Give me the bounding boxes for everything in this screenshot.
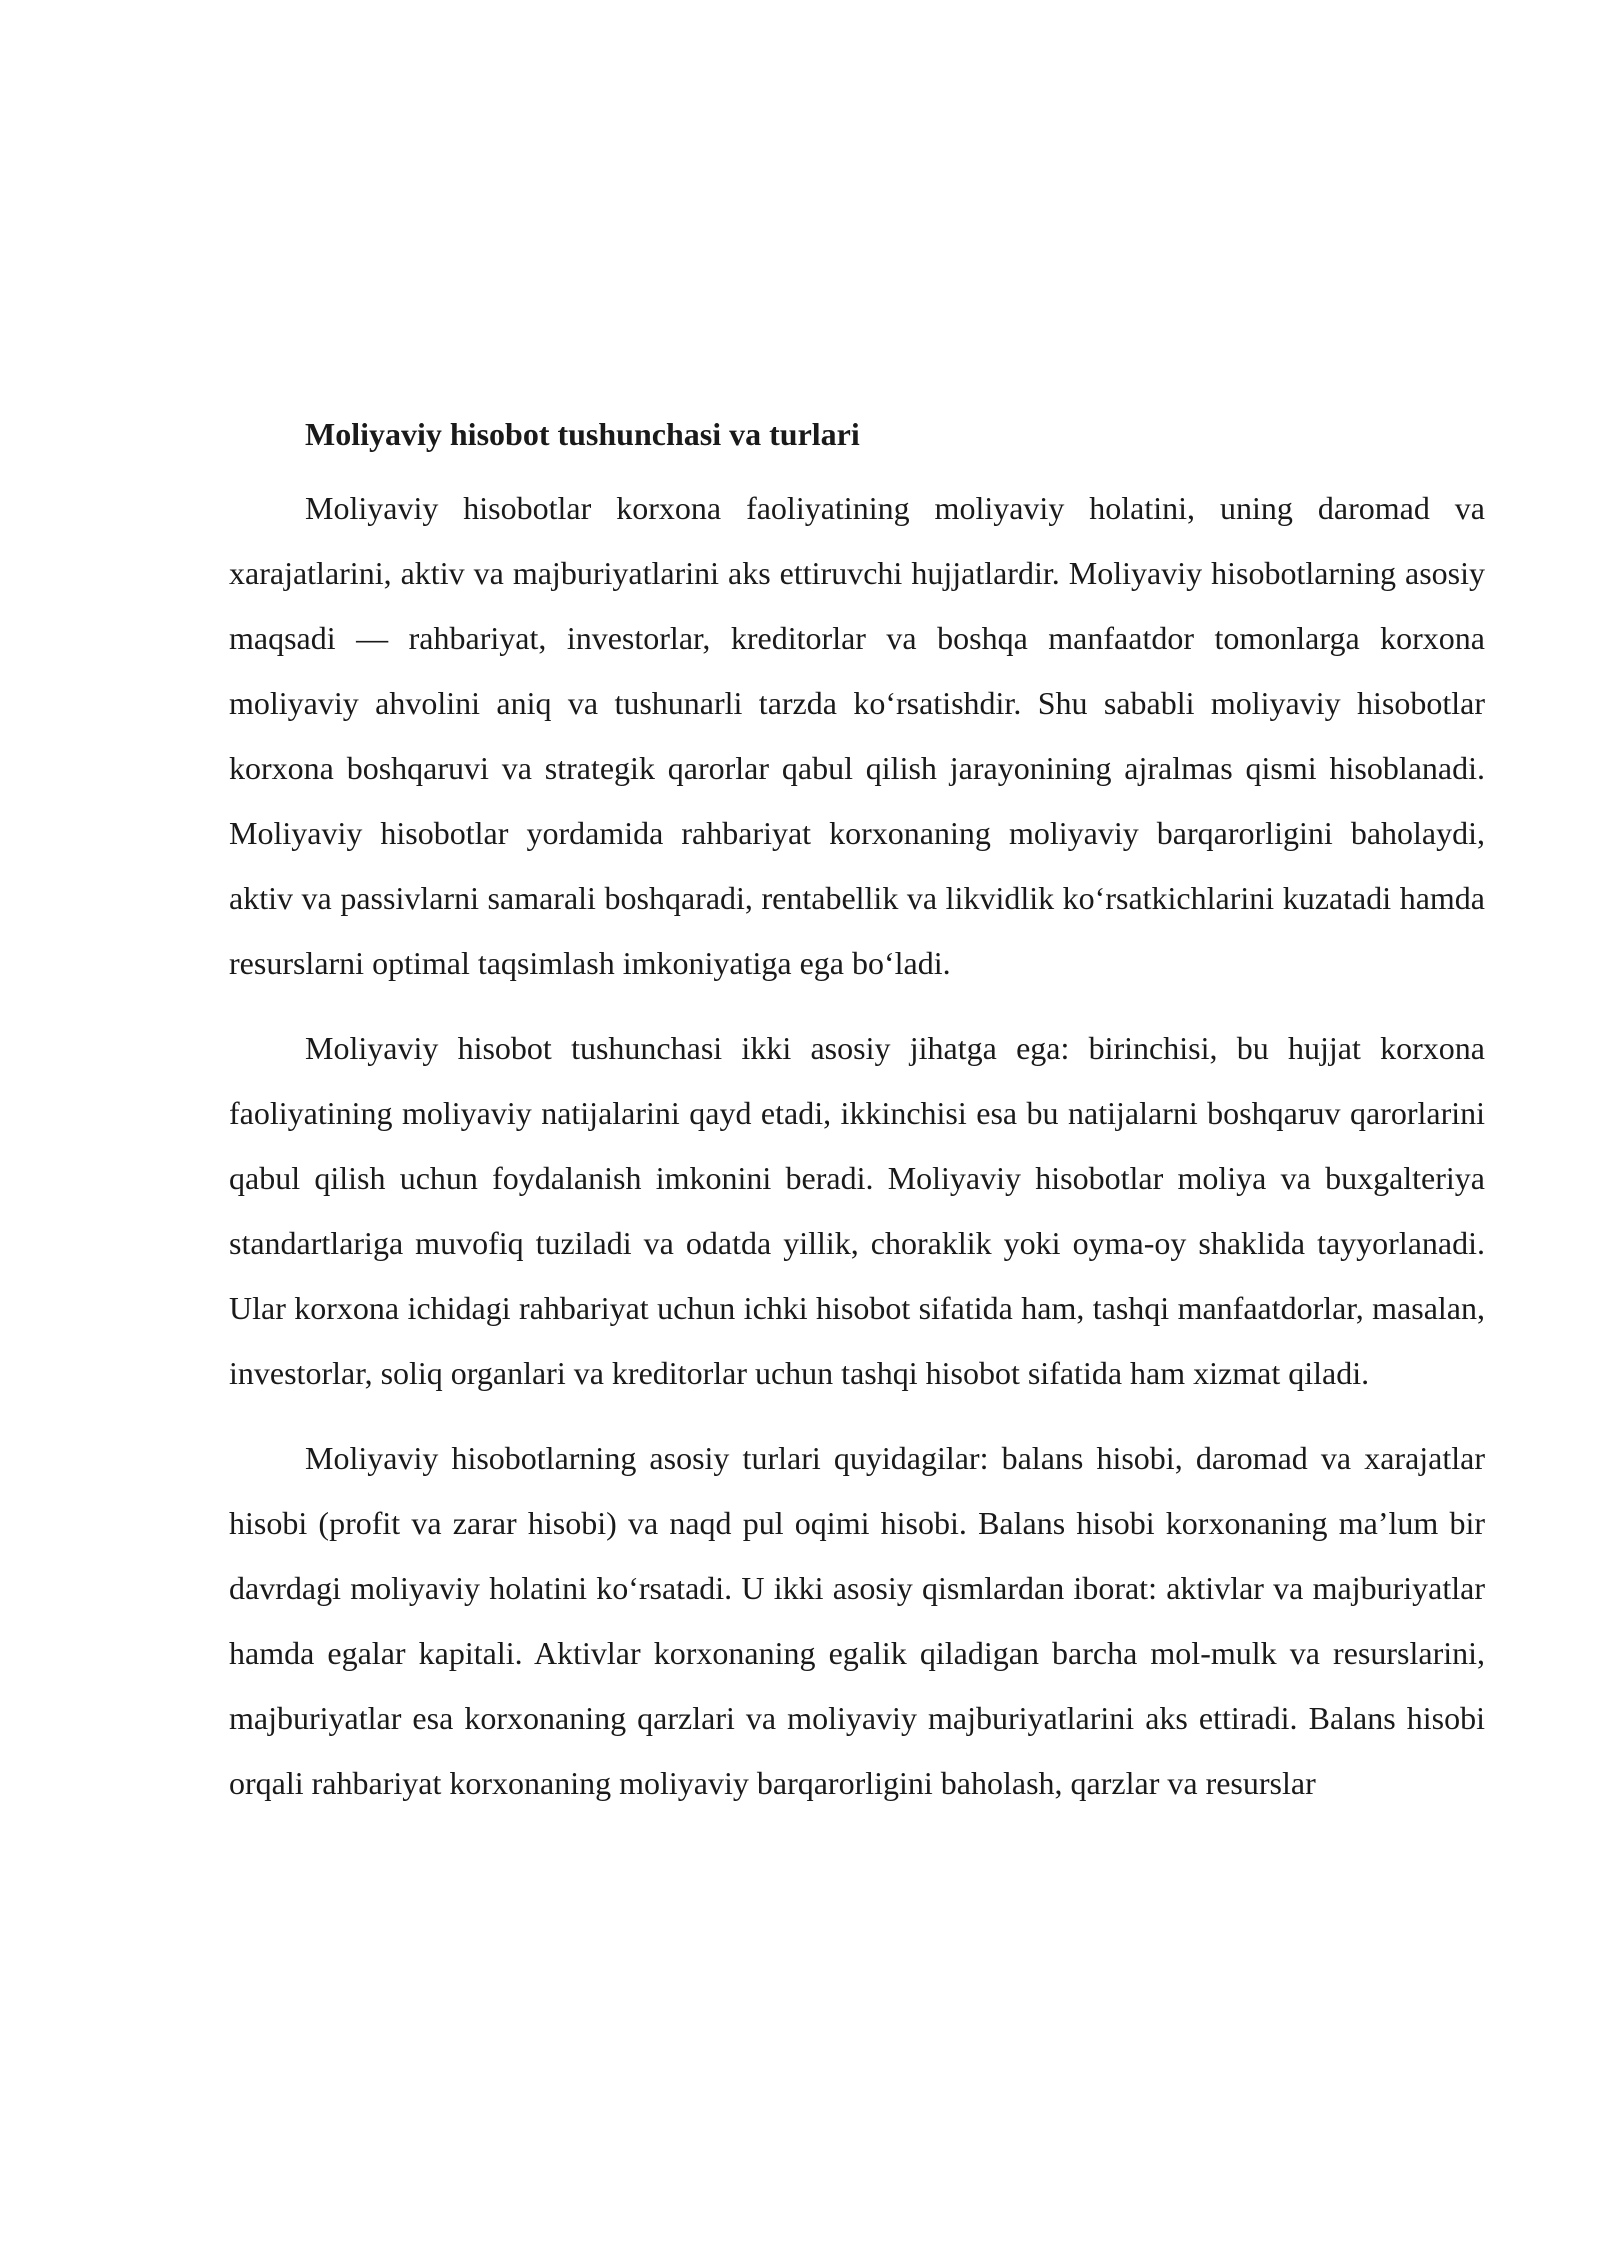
section-heading: Moliyaviy hisobot tushunchasi va turlari [305, 416, 860, 452]
paragraph-3: Moliyaviy hisobotlarning asosiy turlari quyidagilar: balans hisobi, daromad va xarajatlar hisobi (profit va zarar hisobi) va naqd pul oqimi hisobi. Balans hisobi korxonaning ma’lum bir davrdagi moliyaviy holatini ko‘rsatadi. U ikki asosiy qismlardan iborat: aktivlar va majburiyatlar hamda egalar kapitali. Aktivlar korxonaning egalik qiladigan barcha mol-mulk va resurslarini, majburiyatlar esa korxonaning qarzlari va moliyaviy majburiyatlarini aks ettiradi. Balans hisobi orqali rahbariyat korxonaning moliyaviy barqarorligini baholash, qarzlar va resurslar [229, 1440, 1485, 1801]
paragraph-2: Moliyaviy hisobot tushunchasi ikki asosiy jihatga ega: birinchisi, bu hujjat korxona faoliyatining moliyaviy natijalarini qayd etadi, ikkinchisi esa bu natijalarni boshqaruv qarorlarini qabul qilish uchun foydalanish imkonini beradi. Moliyaviy hisobotlar moliya va buxgalteriya standartlariga muvofiq tuziladi va odatda yillik, choraklik yoki oyma-oy shaklida tayyorlanadi. Ular korxona ichidagi rahbariyat uchun ichki hisobot sifatida ham, tashqi manfaatdorlar, masalan, investorlar, soliq organlari va kreditorlar uchun tashqi hisobot sifatida ham xizmat qiladi. [229, 1030, 1485, 1391]
document-body [229, 410, 1485, 1836]
paragraph-1: Moliyaviy hisobotlar korxona faoliyatining moliyaviy holatini, uning daromad va xarajatlarini, aktiv va majburiyatlarini aks ettiruvchi hujjatlardir. Moliyaviy hisobotlarning asosiy maqsadi — rahbariyat, investorlar, kreditorlar va boshqa manfaatdor tomonlarga korxona moliyaviy ahvolini aniq va tushunarli tarzda ko‘rsatishdir. Shu sababli moliyaviy hisobotlar korxona boshqaruvi va strategik qarorlar qabul qilish jarayonining ajralmas qismi hisoblanadi. Moliyaviy hisobotlar yordamida rahbariyat korxonaning moliyaviy barqarorligini baholaydi, aktiv va passivlarni samarali boshqaradi, rentabellik va likvidlik ko‘rsatkichlarini kuzatadi hamda resurslarni optimal taqsimlash imkoniyatiga ega bo‘ladi. [229, 490, 1485, 981]
